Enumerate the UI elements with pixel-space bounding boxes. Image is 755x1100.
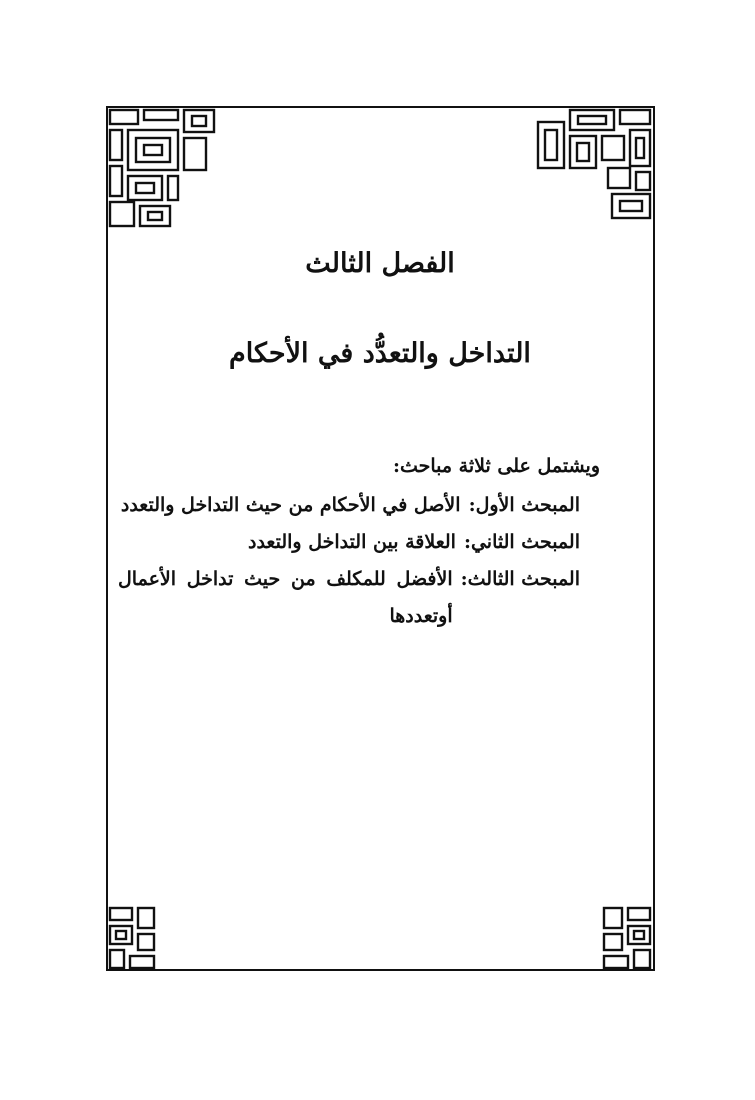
topic-item — [118, 487, 600, 524]
topic-text: الأصل في الأحكام من حيث التداخل والتعدد — [120, 494, 461, 516]
topic-label: المبحث الأول: — [468, 494, 580, 516]
chapter-title: الفصل الثالث — [305, 248, 455, 279]
corner-ornament-top-right — [536, 108, 654, 220]
chapter-subtitle: التداخل والتعدُّد في الأحكام — [229, 338, 531, 369]
topic-item — [118, 524, 600, 561]
corner-ornament-top-left — [108, 108, 218, 228]
topic-label: المبحث الثالث: — [460, 568, 580, 590]
corner-ornament-bottom-right — [602, 906, 654, 970]
topic-text: الأفضل للمكلف من حيث تداخل الأعمال أوتعددها — [118, 568, 453, 627]
corner-ornament-bottom-left — [108, 906, 158, 970]
chapter-contents — [118, 448, 600, 635]
topic-text: العلاقة بين التداخل والتعدد — [248, 531, 456, 553]
topic-item — [118, 561, 600, 635]
contents-intro: ويشتمل على ثلاثة مباحث: — [392, 455, 600, 477]
topic-label: المبحث الثاني: — [463, 531, 580, 553]
